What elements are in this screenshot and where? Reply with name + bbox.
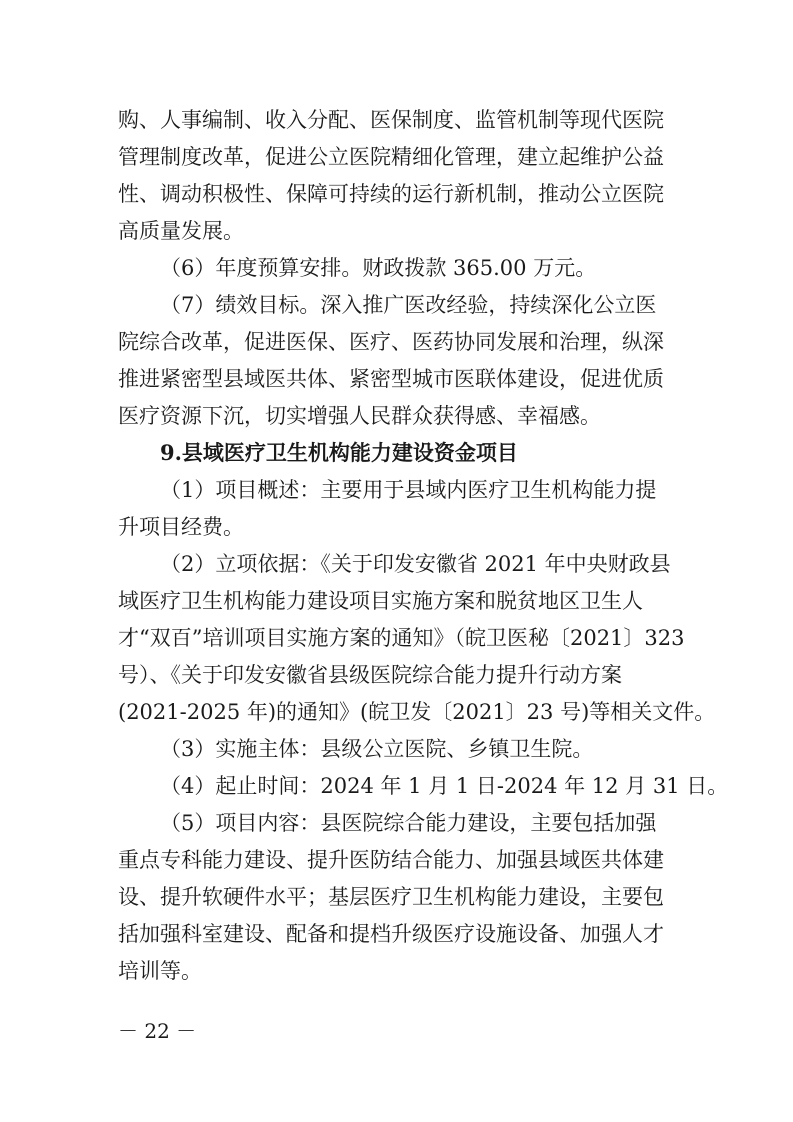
body-text-line: 才“双百”培训项目实施方案的通知》（皖卫医秘〔2021〕323: [118, 626, 685, 650]
body-text-line: （7）绩效目标。深入推广医改经验，持续深化公立医: [160, 293, 657, 317]
body-text-line: 医疗资源下沉，切实增强人民群众获得感、幸福感。: [118, 404, 601, 428]
body-text-line: 高质量发展。: [118, 219, 244, 243]
body-text-line: （6）年度预算安排。财政拨款 365.00 万元。: [160, 256, 597, 280]
body-text-line: 括加强科室建设、配备和提档升级医疗设施设备、加强人才: [118, 922, 664, 946]
body-text-line: （1）项目概述：主要用于县域内医疗卫生机构能力提: [160, 478, 657, 502]
body-text-line: 性、调动积极性、保障可持续的运行新机制，推动公立医院: [118, 182, 664, 206]
body-text-line: 设、提升软硬件水平；基层医疗卫生机构能力建设，主要包: [118, 885, 664, 909]
body-text-line: （5）项目内容：县医院综合能力建设，主要包括加强: [160, 811, 657, 835]
page-number: － 22 －: [118, 1019, 197, 1043]
body-text-line: 管理制度改革，促进公立医院精细化管理，建立起维护公益: [118, 145, 664, 169]
body-text-line: （3）实施主体：县级公立医院、乡镇卫生院。: [160, 737, 594, 761]
body-text-line: 重点专科能力建设、提升医防结合能力、加强县域医共体建: [118, 848, 664, 872]
section-heading: 9.县域医疗卫生机构能力建设资金项目: [160, 440, 518, 465]
body-text-line: 号）、《关于印发安徽省县级医院综合能力提升行动方案: [118, 663, 622, 687]
body-text-line: 院综合改革，促进医保、医疗、医药协同发展和治理，纵深: [118, 330, 664, 354]
body-text-line: 推进紧密型县域医共体、紧密型城市医联体建设，促进优质: [118, 367, 664, 391]
body-text-line: （4）起止时间：2024 年 1 月 1 日-2024 年 12 月 31 日。: [160, 774, 729, 798]
body-text-line: 培训等。: [118, 959, 202, 983]
body-text-line: 购、人事编制、收入分配、医保制度、监管机制等现代医院: [118, 108, 664, 132]
body-text-line: 域医疗卫生机构能力建设项目实施方案和脱贫地区卫生人: [118, 589, 643, 613]
body-text-line: （2）立项依据：《关于印发安徽省 2021 年中央财政县: [160, 552, 671, 576]
body-text-line: (2021-2025 年)的通知》(皖卫发〔2021〕23 号)等相关文件。: [118, 700, 716, 724]
body-text-line: 升项目经费。: [118, 515, 244, 539]
